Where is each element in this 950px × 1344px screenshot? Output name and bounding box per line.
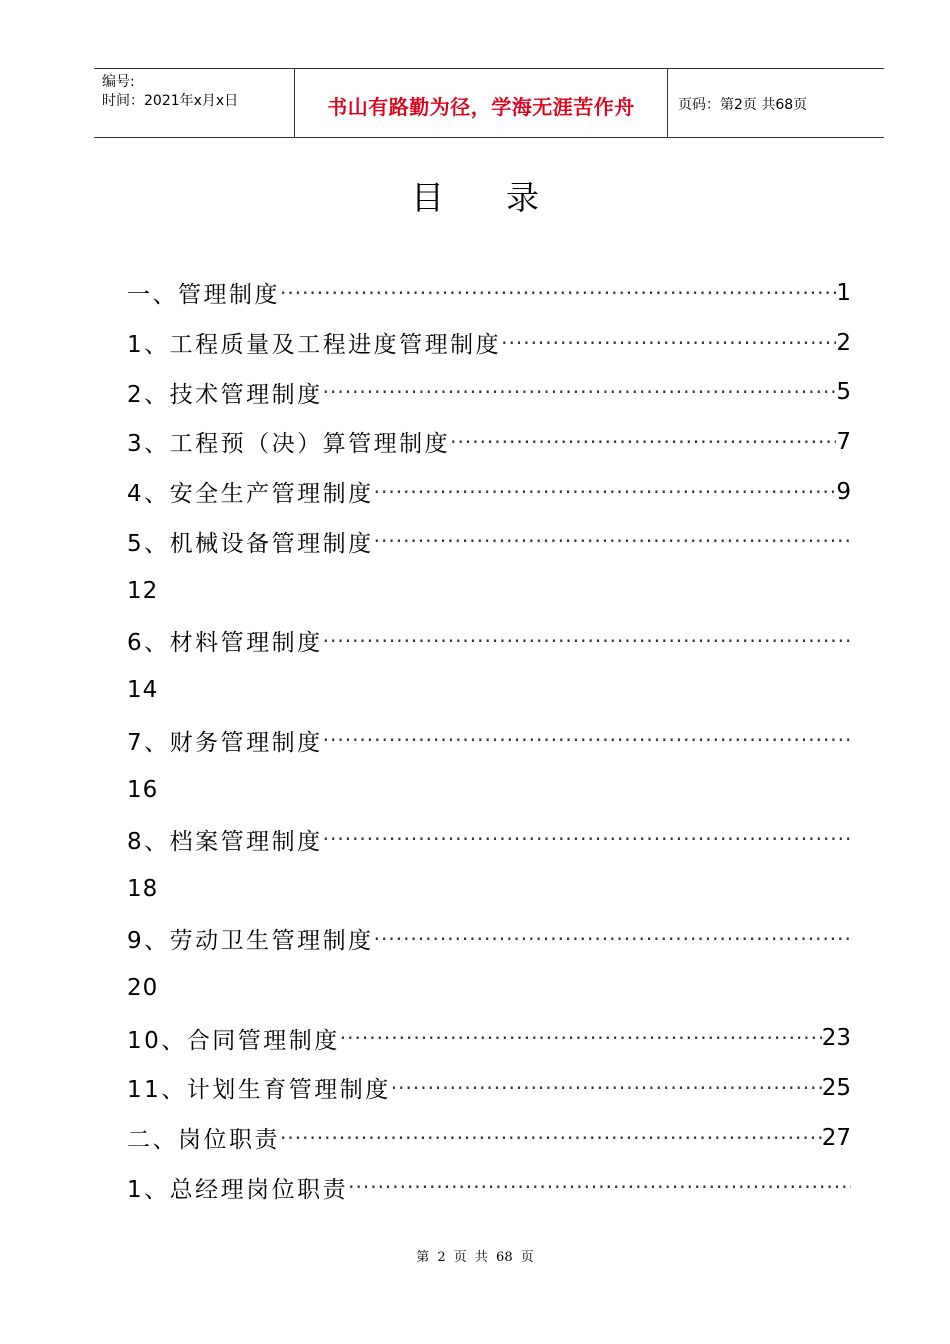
toc-entry-page: 20 xyxy=(127,975,159,1002)
table-of-contents xyxy=(127,268,851,1212)
toc-entry[interactable] xyxy=(127,1063,851,1113)
toc-leader-dots xyxy=(323,728,851,752)
toc-leader-dots xyxy=(501,331,836,355)
toc-entry-page: 18 xyxy=(127,876,159,903)
toc-leader-dots xyxy=(374,529,851,553)
toc-leader-dots xyxy=(323,380,837,404)
header-meta xyxy=(102,73,238,111)
toc-entry[interactable] xyxy=(127,268,851,318)
toc-leader-dots xyxy=(450,430,836,454)
toc-leader-dots xyxy=(374,480,837,504)
toc-entry-label: 2、技术管理制度 xyxy=(127,381,323,408)
toc-entry[interactable] xyxy=(127,318,851,368)
toc-entry-page: 12 xyxy=(127,577,159,604)
page-header xyxy=(94,68,884,138)
toc-entry-page: 14 xyxy=(127,677,159,704)
toc-entry[interactable] xyxy=(127,367,851,417)
toc-entry[interactable] xyxy=(127,815,851,865)
toc-entry[interactable] xyxy=(127,1162,851,1212)
toc-entry-label: 1、工程质量及工程进度管理制度 xyxy=(127,332,502,359)
header-page-info: 页码：第2页 共68页 xyxy=(678,97,808,113)
toc-entry-label: 4、安全生产管理制度 xyxy=(127,481,374,508)
toc-entry[interactable] xyxy=(127,715,851,765)
toc-entry-label: 7、财务管理制度 xyxy=(127,729,323,756)
page-footer: 第 2 页 共 68 页 xyxy=(416,1250,534,1265)
toc-leader-dots xyxy=(280,281,836,305)
toc-leader-dots xyxy=(323,629,851,653)
toc-leader-dots xyxy=(340,1026,822,1050)
toc-entry-label: 5、机械设备管理制度 xyxy=(127,530,374,557)
page-title: 目录 xyxy=(411,178,601,217)
toc-leader-dots xyxy=(323,827,851,851)
toc-entry-page: 5 xyxy=(836,379,851,406)
toc-entry-label: 6、材料管理制度 xyxy=(127,630,323,657)
toc-entry-label: 9、劳动卫生管理制度 xyxy=(127,928,374,955)
toc-entry[interactable] xyxy=(127,417,851,467)
toc-entry-label: 二、岗位职责 xyxy=(127,1127,280,1154)
toc-entry-label: 10、合同管理制度 xyxy=(127,1027,340,1054)
toc-entry-label: 1、总经理岗位职责 xyxy=(127,1176,349,1203)
number-label: 编号: xyxy=(102,74,135,90)
header-motto: 书山有路勤为径，学海无涯苦作舟 xyxy=(327,95,635,119)
toc-entry-label: 8、档案管理制度 xyxy=(127,828,323,855)
toc-entry[interactable] xyxy=(127,1113,851,1163)
toc-entry[interactable] xyxy=(127,467,851,517)
toc-entry-page: 7 xyxy=(836,428,851,455)
toc-leader-dots xyxy=(391,1076,822,1100)
toc-leader-dots xyxy=(348,1175,851,1199)
toc-entry-page: 25 xyxy=(821,1074,851,1101)
header-divider xyxy=(667,69,668,137)
toc-entry-page: 2 xyxy=(836,329,851,356)
toc-leader-dots xyxy=(280,1126,822,1150)
toc-entry[interactable] xyxy=(127,616,851,666)
toc-entry[interactable] xyxy=(127,914,851,964)
toc-leader-dots xyxy=(374,927,851,951)
toc-entry-page: 23 xyxy=(821,1025,851,1052)
toc-entry[interactable] xyxy=(127,516,851,566)
toc-entry-label: 11、计划生育管理制度 xyxy=(127,1077,391,1104)
toc-entry-page: 1 xyxy=(836,279,851,306)
time-label: 时间：2021年x月x日 xyxy=(102,93,239,109)
toc-entry[interactable] xyxy=(127,1013,851,1063)
toc-entry-label: 一、管理制度 xyxy=(127,282,280,309)
toc-entry-page: 16 xyxy=(127,776,159,803)
toc-entry-page: 27 xyxy=(821,1124,851,1151)
toc-entry-label: 3、工程预（决）算管理制度 xyxy=(127,431,451,458)
toc-entry-page: 9 xyxy=(836,478,851,505)
